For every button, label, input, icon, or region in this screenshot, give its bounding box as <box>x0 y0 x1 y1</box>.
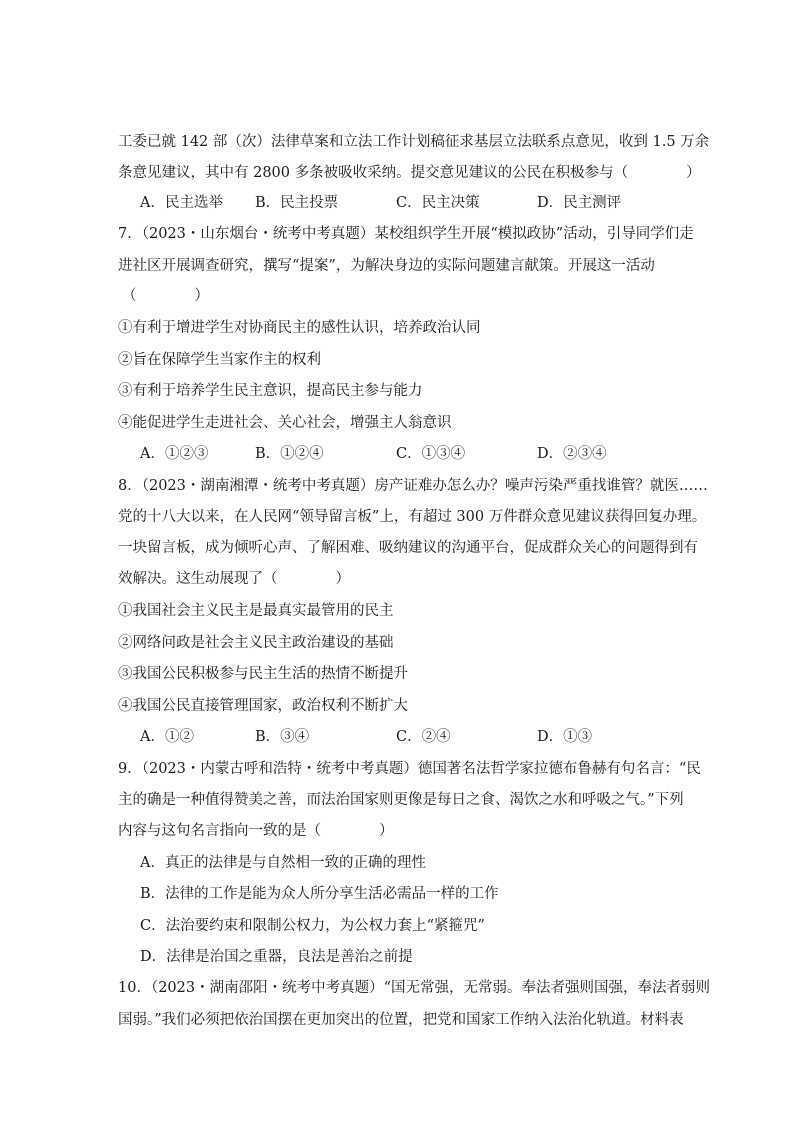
q8-item-2: ②网络问政是社会主义民主政治建设的基础 <box>118 635 394 651</box>
q6-text-line-1: 工委已就 142 部（次）法律草案和立法工作计划稿征求基层立法联系点意见，收到 1.5 万余 <box>118 134 710 150</box>
q6-option-b[interactable]: B．民主投票 <box>255 195 339 211</box>
q7-item-4: ④能促进学生走进社会、关心社会，增强主人翁意识 <box>118 415 452 431</box>
q7-item-2: ②旨在保障学生当家作主的权利 <box>118 352 321 368</box>
q8-text-line-2: 党的十八大以来，在人民网“领导留言板”上，有超过 300 万件群众意见建议获得回复办理。 <box>118 509 707 525</box>
q7-option-b[interactable]: B．①②④ <box>255 446 324 462</box>
q10-text-line-2: 国弱。”我们必须把依治国摆在更加突出的位置，把党和国家工作纳入法治化轨道。材料表 <box>118 1012 684 1028</box>
q7-option-c[interactable]: C．①③④ <box>396 446 466 462</box>
q6-text-line-2: 条意见建议，其中有 2800 多条被吸收采纳。提交意见建议的公民在积极参与（ ） <box>118 165 701 181</box>
q9-text-line-2: 主的确是一种值得赞美之善，而法治国家则更像是每日之食、渴饮之水和呼吸之气。”下列 <box>118 792 684 808</box>
q8-option-c[interactable]: C．②④ <box>396 729 451 745</box>
q8-text-line-3: 一块留言板，成为倾听心声、了解困难、吸纳建议的沟通平台，促成群众关心的问题得到有 <box>118 540 698 556</box>
q8-item-3: ③我国公民积极参与民主生活的热情不断提升 <box>118 666 408 682</box>
q7-text-line-2: 进社区开展调查研究，撰写“提案”，为解决身边的实际问题建言献策。开展这一活动 <box>118 258 655 274</box>
q7-item-3: ③有利于培养学生民主意识，提高民主参与能力 <box>118 383 423 399</box>
q8-item-1: ①我国社会主义民主是最真实最管用的民主 <box>118 603 394 619</box>
q9-option-b[interactable]: B．法律的工作是能为众人所分享生活必需品一样的工作 <box>140 886 499 902</box>
q8-text-line-1: 8．（2023・湖南湘潭・统考中考真题）房产证难办怎么办？噪声污染严重找谁管？就医…… <box>118 478 708 494</box>
q6-option-c[interactable]: C．民主决策 <box>396 195 480 211</box>
q6-option-d[interactable]: D．民主测评 <box>537 195 622 211</box>
q7-option-d[interactable]: D．②③④ <box>537 446 607 462</box>
q10-text-line-1: 10．（2023・湖南邵阳・统考中考真题）“国无常强，无常弱。奉法者强则国强，奉法者弱则 <box>118 980 711 996</box>
q8-text-line-4: 效解决。这生动展现了（ ） <box>118 571 350 587</box>
q8-option-a[interactable]: A．①② <box>140 729 194 745</box>
q9-option-d[interactable]: D．法律是治国之重器，良法是善治之前提 <box>140 949 413 965</box>
q7-answer-blank: （ ） <box>122 288 209 304</box>
q8-option-b[interactable]: B．③④ <box>255 729 310 745</box>
q7-option-a[interactable]: A．①②③ <box>140 446 209 462</box>
q9-text-line-3: 内容与这句名言指向一致的是（ ） <box>118 823 394 839</box>
q8-option-d[interactable]: D．①③ <box>537 729 593 745</box>
q8-item-4: ④我国公民直接管理国家，政治权利不断扩大 <box>118 698 408 714</box>
q6-option-a[interactable]: A．民主选举 <box>140 195 223 211</box>
q9-option-a[interactable]: A．真正的法律是与自然相一致的正确的理性 <box>140 855 426 871</box>
q9-option-c[interactable]: C．法治要约束和限制公权力，为公权力套上“紧箍咒” <box>140 918 485 934</box>
q9-text-line-1: 9．（2023・内蒙古呼和浩特・统考中考真题）德国著名法哲学家拉德布鲁赫有句名言：“民 <box>118 761 701 777</box>
q7-text-line-1: 7．（2023・山东烟台・统考中考真题）某校组织学生开展“模拟政协”活动，引导同学们走 <box>118 226 694 242</box>
q7-item-1: ①有利于增进学生对协商民主的感性认识，培养政治认同 <box>118 320 481 336</box>
